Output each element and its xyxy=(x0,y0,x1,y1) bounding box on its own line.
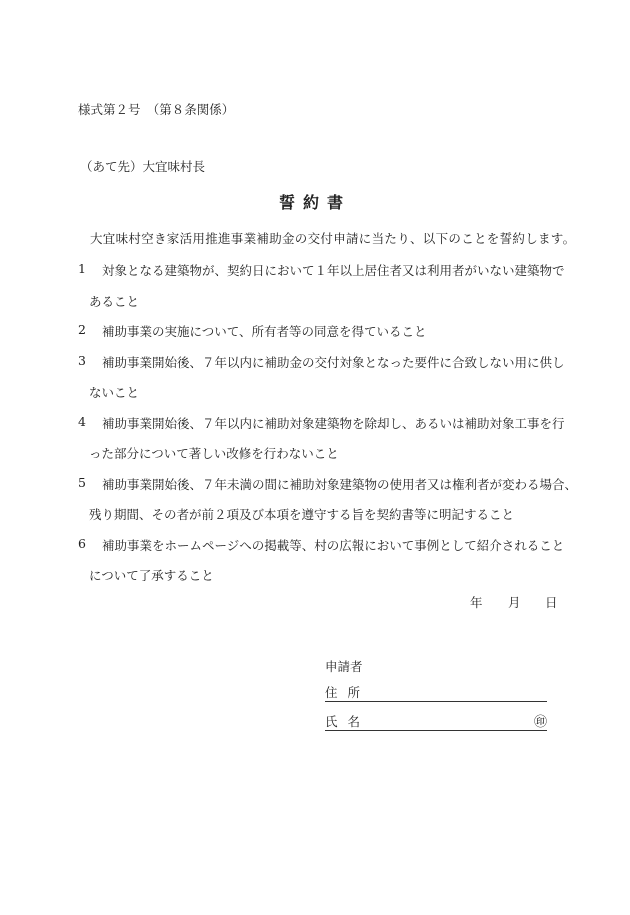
item-number: 1 xyxy=(78,261,86,276)
applicant-label: 申請者 xyxy=(325,659,363,674)
item-text-line: 補助事業開始後、７年未満の間に補助対象建築物の使用者又は権利者が変わる場合、 xyxy=(102,476,578,492)
addressee: （あて先）大宜味村長 xyxy=(80,159,206,174)
item-text-line: 補助事業をホームページへの掲載等、村の広報において事例として紹介されること xyxy=(102,537,565,553)
date-day: 日 xyxy=(545,595,558,610)
item-text-line: 補助事業開始後、７年以内に補助金の交付対象となった要件に合致しない用に供し xyxy=(102,354,565,370)
item-number: 6 xyxy=(78,535,86,551)
item-number: 5 xyxy=(78,474,86,490)
item-text-line: 残り期間、その者が前２項及び本項を遵守する旨を契約書等に明記すること xyxy=(89,507,515,522)
item-number: 3 xyxy=(78,352,86,368)
item-text-line: 補助事業開始後、７年以内に補助対象建築物を除却し、あるいは補助対象工事を行 xyxy=(102,415,565,431)
seal-mark: ㊞ xyxy=(533,715,547,730)
address-label: 住所 xyxy=(325,685,371,700)
item-number: 2 xyxy=(78,322,86,337)
date-year: 年 xyxy=(470,595,483,610)
intro-text: 大宜味村空き家活用推進事業補助金の交付申請に当たり、以下のことを誓約します。 xyxy=(90,231,576,246)
item-text-line: について了承すること xyxy=(89,568,214,583)
item-number: 4 xyxy=(78,413,86,429)
address-field[interactable] xyxy=(325,681,547,702)
item-text-line: ないこと xyxy=(89,385,140,400)
item-text-line: 補助事業の実施について、所有者等の同意を得ていること xyxy=(102,324,427,339)
form-number: 様式第２号 （第８条関係） xyxy=(78,102,235,117)
item-text-line: あること xyxy=(89,293,140,309)
name-field[interactable] xyxy=(325,710,547,731)
item-text-line: った部分について著しい改修を行わないこと xyxy=(89,446,339,461)
name-label: 氏名 xyxy=(325,714,371,729)
document-title: 誓約書 xyxy=(278,193,351,212)
item-text-line: 対象となる建築物が、契約日において１年以上居住者又は利用者がいない建築物で xyxy=(102,263,565,278)
date-month: 月 xyxy=(508,595,521,610)
